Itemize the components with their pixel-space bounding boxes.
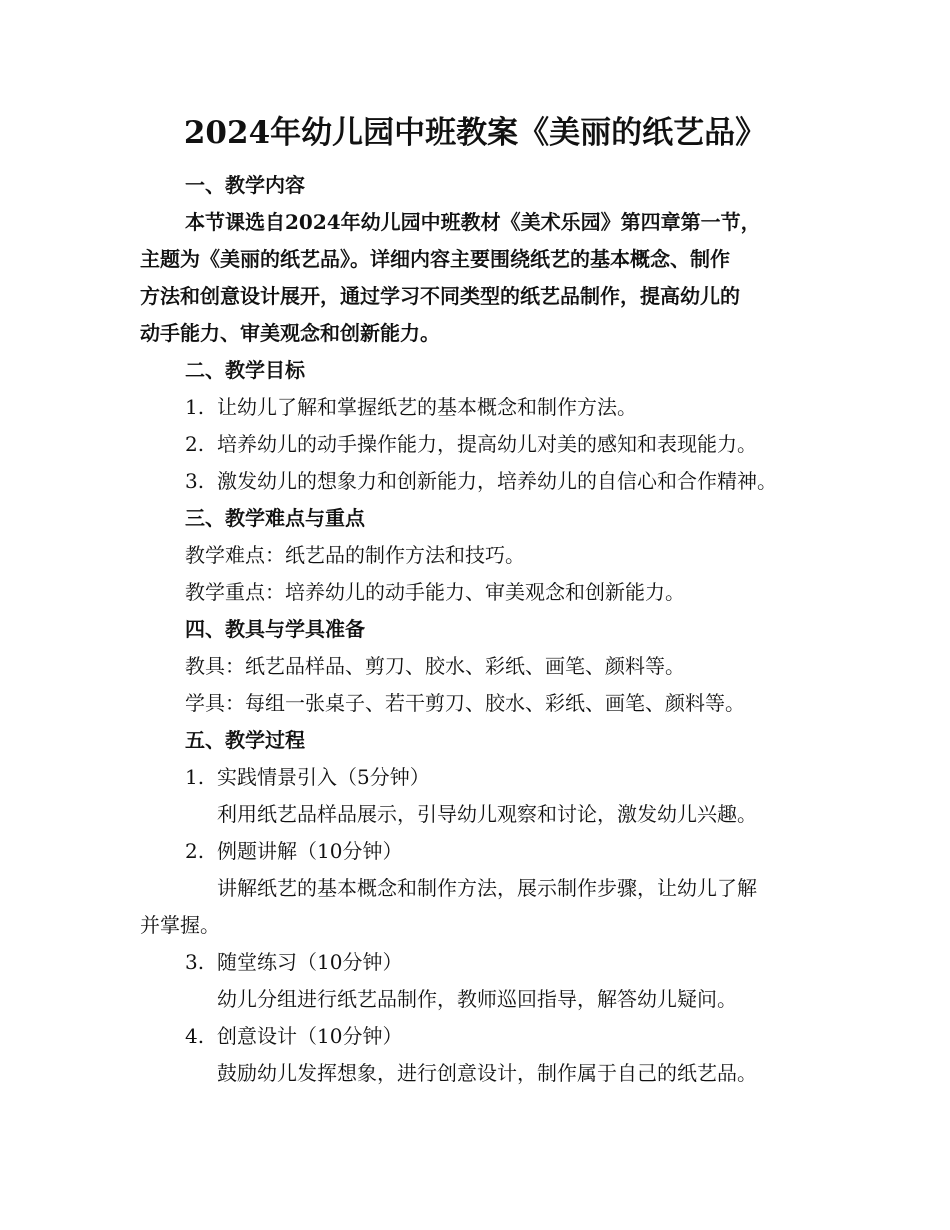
list-number: 3.	[185, 950, 205, 974]
section-heading-content: 一、教学内容	[185, 173, 305, 197]
process-step-title	[185, 837, 885, 865]
process-step-title	[185, 948, 885, 976]
step-title: 例题讲解（10分钟）	[217, 839, 403, 863]
step-description: 讲解纸艺的基本概念和制作方法，展示制作步骤，让幼儿了解	[217, 876, 757, 900]
step-description-continued: 并掌握。	[140, 913, 220, 937]
content-paragraph-line-3: 方法和创意设计展开，通过学习不同类型的纸艺品制作，提高幼儿的	[140, 284, 740, 308]
content-paragraph-line-1: 本节课选自2024年幼儿园中班教材《美术乐园》第四章第一节，	[185, 210, 761, 234]
teaching-aids-line: 教具：纸艺品样品、剪刀、胶水、彩纸、画笔、颜料等。	[185, 654, 685, 678]
step-description: 鼓励幼儿发挥想象，进行创意设计，制作属于自己的纸艺品。	[217, 1061, 757, 1085]
content-paragraph-line-4: 动手能力、审美观念和创新能力。	[140, 321, 440, 345]
list-text: 让幼儿了解和掌握纸艺的基本概念和制作方法。	[217, 395, 637, 419]
list-number: 1.	[185, 395, 205, 419]
step-description: 幼儿分组进行纸艺品制作，教师巡回指导，解答幼儿疑问。	[217, 987, 737, 1011]
key-point-line: 教学重点：培养幼儿的动手能力、审美观念和创新能力。	[185, 580, 685, 604]
list-number: 4.	[185, 1024, 205, 1048]
objective-item	[185, 467, 885, 495]
content-paragraph-line-2: 主题为《美丽的纸艺品》。详细内容主要围绕纸艺的基本概念、制作	[140, 247, 730, 271]
list-text: 激发幼儿的想象力和创新能力，培养幼儿的自信心和合作精神。	[217, 469, 777, 493]
step-title: 随堂练习（10分钟）	[217, 950, 403, 974]
list-number: 2.	[185, 839, 205, 863]
list-number: 2.	[185, 432, 205, 456]
step-title: 实践情景引入（5分钟）	[217, 765, 430, 789]
learning-aids-line: 学具：每组一张桌子、若干剪刀、胶水、彩纸、画笔、颜料等。	[185, 691, 745, 715]
section-heading-materials: 四、教具与学具准备	[185, 617, 365, 641]
objective-item	[185, 393, 885, 421]
section-heading-process: 五、教学过程	[185, 728, 305, 752]
process-step-title	[185, 763, 885, 791]
list-text: 培养幼儿的动手操作能力，提高幼儿对美的感知和表现能力。	[217, 432, 757, 456]
process-step-title	[185, 1022, 885, 1050]
list-number: 3.	[185, 469, 205, 493]
step-title: 创意设计（10分钟）	[217, 1024, 403, 1048]
section-heading-objectives: 二、教学目标	[185, 358, 305, 382]
list-number: 1.	[185, 765, 205, 789]
difficulty-line: 教学难点：纸艺品的制作方法和技巧。	[185, 543, 525, 567]
section-heading-difficulties: 三、教学难点与重点	[185, 506, 365, 530]
step-description: 利用纸艺品样品展示，引导幼儿观察和讨论，激发幼儿兴趣。	[217, 802, 757, 826]
document-title: 2024年幼儿园中班教案《美丽的纸艺品》	[183, 115, 767, 151]
objective-item	[185, 430, 885, 458]
